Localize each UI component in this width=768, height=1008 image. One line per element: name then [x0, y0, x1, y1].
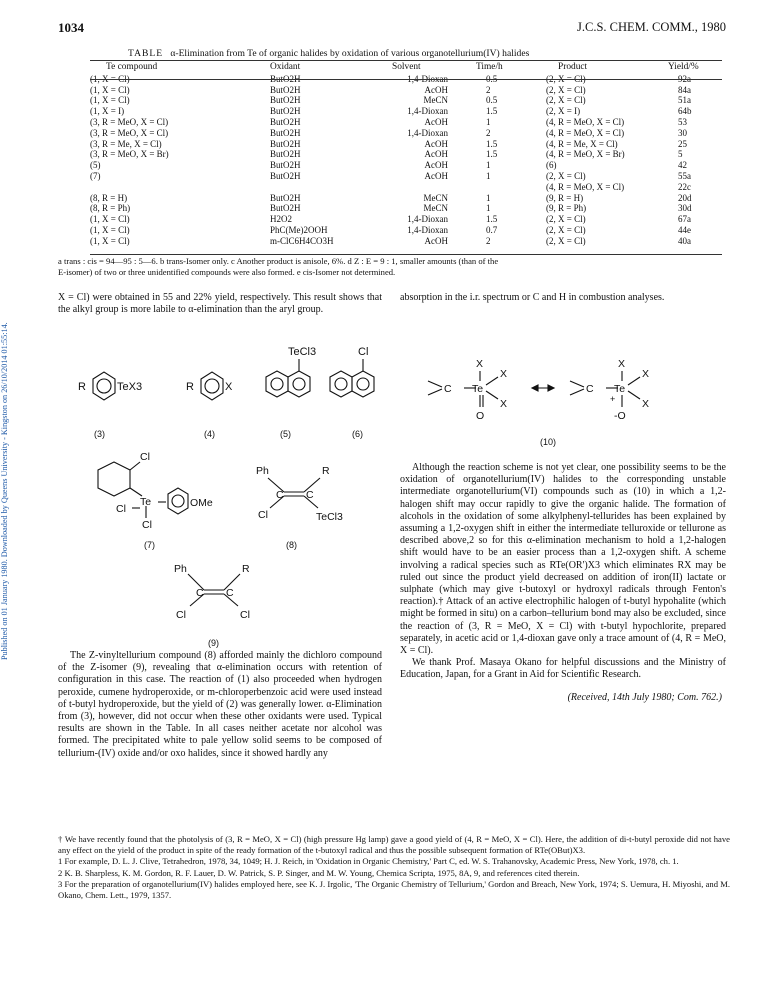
- table-cell: 1,4-Dioxan: [407, 127, 448, 138]
- table-cell: 53: [678, 116, 687, 127]
- table-cell: ButO2H: [270, 116, 301, 127]
- atom-X: X: [225, 381, 233, 393]
- table-cell: ButO2H: [270, 95, 301, 106]
- table-cell: (1, X = Cl): [90, 95, 130, 106]
- atom-Te: Te: [472, 383, 484, 395]
- table-cell: m-ClC6H4CO3H: [270, 235, 334, 246]
- label-compound-6: (6): [352, 429, 363, 439]
- table-cell: 1: [486, 192, 491, 203]
- atom-Ph: Ph: [174, 563, 187, 575]
- atom-TeCl3: TeCl3: [316, 511, 343, 523]
- table-cell: (8, R = H): [90, 192, 128, 203]
- table-cell: MeCN: [423, 192, 448, 203]
- table-cell: 1,4-Dioxan: [407, 106, 448, 117]
- atom-X: X: [476, 358, 484, 370]
- table-cell: PhC(Me)2OOH: [270, 224, 328, 235]
- table-cell: [360, 182, 476, 193]
- table-cell: (7): [90, 170, 101, 181]
- atom-X: X: [500, 368, 508, 380]
- table-footnote-line-2: E-isomer) of two or three unidentified compounds were also formed. e cis-Isomer not determined.: [58, 267, 396, 277]
- atom-Cl: Cl: [358, 346, 369, 358]
- table-caption-text: α-Elimination from Te of organic halides by oxidation of various organotellurium(IV) halides: [170, 48, 530, 59]
- label-compound-4: (4): [204, 429, 215, 439]
- table-cell: (1, X = Cl): [90, 235, 130, 246]
- table-cell: ButO2H: [270, 106, 301, 117]
- table-cell: (2, X = Cl): [546, 170, 586, 181]
- table-cell: AcOH: [424, 160, 448, 171]
- table-cell: MeCN: [423, 203, 448, 214]
- left-column-body: [58, 650, 382, 760]
- table-cell: 1.5: [486, 138, 498, 149]
- col-header-solvent: Solvent: [392, 62, 421, 72]
- table-cell: 1: [486, 203, 491, 214]
- table-cell: 30: [678, 127, 687, 138]
- table-cell: (4, R = MeO, X = Cl): [546, 181, 625, 192]
- table-row: [90, 193, 722, 204]
- table-row: [90, 182, 722, 193]
- table-cell: 1.5: [486, 214, 498, 225]
- table-cell: 5: [678, 149, 683, 160]
- atom-OMe: OMe: [190, 497, 213, 509]
- table-cell: ButO2H: [270, 127, 301, 138]
- table-caption: [128, 48, 529, 59]
- reference-1: 1 For example, D. L. J. Clive, Tetrahedron, 1978, 34, 1049; H. J. Reich, in 'Oxidation in Organic Chemistry,' Part C, ed. W. S. Trahanovsky, Academic Press, New York, 1978, ch. 1.: [58, 856, 679, 867]
- structure-10: [420, 335, 710, 455]
- left-para-2: The Z-vinyltellurium compound (8) afforded mainly the dichloro compound of the Z-isomer (9), revealing that α-elimination occurs with retention of configuration in this case. The reaction of (1) also proceeded when hydrogen peroxide, cumene hydroperoxide, or m-chloroperbenzoic acid were used instead of t-butyl hydroperoxide, but the yield of (2) was generally lower. α-Elimination from (3), however, did not occur when these other oxidants were used. Typical results are shown in the Table. In all cases neither acetate nor alcohol was formed. The precipitated white to pale yellow solid seems to be composed of tellurium-(IV) oxide and/or oxo halides, since it showed hardly any: [58, 650, 382, 759]
- table-cell: 84a: [678, 84, 691, 95]
- col-header-product: Product: [558, 62, 588, 72]
- table-cell: 20d: [678, 192, 692, 203]
- table-cell: 2: [486, 84, 491, 95]
- table-cell: [90, 182, 242, 193]
- label-compound-5: (5): [280, 429, 291, 439]
- table-row: [90, 139, 722, 150]
- footnote-dagger: † We have recently found that the photolysis of (3, R = MeO, X = Cl) (high pressure Hg lamp) gave a good yield of (4, R = MeO, X = Cl). Here, the addition of di-t-butyl peroxide did not have any effect on the yield of the product in spite of the ready formation of the t-butoxyl radical and thus the possible subsequent formation of RTe(OBut)X3.: [58, 834, 730, 855]
- table-cell: 2: [486, 127, 491, 138]
- table-row: [90, 236, 722, 247]
- table-cell: 1,4-Dioxan: [407, 73, 448, 84]
- right-para-3: We thank Prof. Masaya Okano for helpful discussions and the Ministry of Education, Japan, for a Grant in Aid for Scientific Research.: [400, 657, 726, 681]
- atom-Cl: Cl: [240, 609, 250, 621]
- atom-TeX3: TeX3: [117, 381, 143, 393]
- reference-3: 3 For the preparation of organotellurium(IV) halides employed here, see K. J. Irgolic, 'The Organic Chemistry of Tellurium,' Gordon and Breach, New York, 1974; S. Uemura, H. Miyoshi, and M. Okano, Chem. Lett., 1979, 1357.: [58, 879, 730, 900]
- table-cell: (2, X = Cl): [546, 214, 586, 225]
- table-cell: AcOH: [424, 149, 448, 160]
- atom-C: C: [586, 383, 594, 395]
- table-cell: (1, X = Cl): [90, 84, 130, 95]
- table-cell: (8, R = Ph): [90, 203, 131, 214]
- table-cell: 0.5: [486, 73, 498, 84]
- table-row: [90, 225, 722, 236]
- table-row: [90, 117, 722, 128]
- atom-minus-O: -O: [614, 410, 626, 422]
- table-cell: AcOH: [424, 170, 448, 181]
- atom-C: C: [306, 489, 314, 501]
- atom-X: X: [642, 398, 650, 410]
- table-row: [90, 203, 722, 214]
- table-footnotes: [58, 256, 728, 278]
- atom-Cl: Cl: [176, 609, 186, 621]
- table-row: [90, 171, 722, 182]
- atom-R: R: [322, 465, 330, 477]
- table-cell: 1: [486, 170, 491, 181]
- table-cell: (2, X = Cl): [546, 95, 586, 106]
- atom-Cl: Cl: [116, 503, 126, 515]
- label-compound-3: (3): [94, 429, 105, 439]
- table-cell: (3, R = MeO, X = Cl): [90, 116, 169, 127]
- label-compound-9: (9): [208, 638, 219, 648]
- table-rule-header: [90, 79, 722, 80]
- table-cell: [476, 182, 528, 193]
- table-cell: 1.5: [486, 149, 498, 160]
- table-row: [90, 106, 722, 117]
- col-header-time: Time/h: [476, 62, 503, 72]
- table-cell: (1, X = I): [90, 106, 125, 117]
- page-footnotes: [58, 834, 730, 902]
- reference-2: 2 K. B. Sharpless, K. M. Gordon, R. F. Lauer, D. W. Patrick, S. P. Singer, and M. W. Young, Chemica Scripta, 1975, 8A, 9, and references cited therein.: [58, 867, 580, 878]
- table-cell: ButO2H: [270, 84, 301, 95]
- table-caption-label: TABLE: [128, 48, 164, 59]
- atom-Te: Te: [614, 383, 626, 395]
- col-header-te-compound: Te compound: [106, 62, 158, 72]
- atom-Cl: Cl: [140, 451, 150, 463]
- left-para-1: X = Cl) were obtained in 55 and 22% yield, respectively. This result shows that the alkyl group is more labile to α-elimination than the aryl group.: [58, 292, 382, 316]
- table-cell: (1, X = Cl): [90, 224, 130, 235]
- table-cell: (3, R = MeO, X = Cl): [90, 127, 169, 138]
- col-header-oxidant: Oxidant: [270, 62, 301, 72]
- table-cell: 1,4-Dioxan: [407, 214, 448, 225]
- table-cell: 30d: [678, 203, 692, 214]
- table-cell: (9, R = H): [546, 192, 584, 203]
- table-cell: (2, X = Cl): [546, 235, 586, 246]
- page-number: 1034: [58, 20, 84, 35]
- table-cell: 55a: [678, 170, 691, 181]
- table-cell: AcOH: [424, 84, 448, 95]
- results-table: [90, 62, 722, 247]
- table-cell: (2, X = I): [546, 106, 581, 117]
- table-cell: 44e: [678, 224, 691, 235]
- table-cell: [242, 182, 360, 193]
- atom-C: C: [276, 489, 284, 501]
- table-cell: ButO2H: [270, 203, 301, 214]
- structure-9: [160, 560, 300, 652]
- table-cell: (3, R = MeO, X = Br): [90, 149, 169, 160]
- table-cell: 92a: [678, 73, 691, 84]
- right-column-body: [400, 462, 726, 704]
- table-cell: ButO2H: [270, 170, 301, 181]
- table-rule-top: [90, 60, 722, 61]
- right-para-1: absorption in the i.r. spectrum or C and H in combustion analyses.: [400, 292, 665, 303]
- table-cell: AcOH: [424, 138, 448, 149]
- journal-header: J.C.S. CHEM. COMM., 1980: [577, 20, 726, 34]
- atom-O: O: [476, 410, 485, 422]
- table-cell: ButO2H: [270, 192, 301, 203]
- table-cell: ButO2H: [270, 160, 301, 171]
- table-cell: (1, X = Cl): [90, 214, 130, 225]
- charge-plus: +: [610, 394, 616, 404]
- table-cell: (4, R = MeO, X = Cl): [546, 127, 625, 138]
- table-cell: 1: [486, 160, 491, 171]
- download-watermark-text: Published on 01 January 1980. Downloaded by Queens University - Kingston on 26/10/2014 01:55:14.: [0, 322, 9, 660]
- left-column-intro: [58, 292, 382, 316]
- table-cell: ButO2H: [270, 149, 301, 160]
- atom-X: X: [618, 358, 626, 370]
- table-cell: 1: [486, 116, 491, 127]
- table-cell: 40a: [678, 235, 691, 246]
- table-cell: ButO2H: [270, 73, 301, 84]
- right-column-intro: [400, 292, 726, 304]
- table-cell: 64b: [678, 106, 692, 117]
- atom-C: C: [226, 587, 234, 599]
- atom-C: C: [196, 587, 204, 599]
- table-cell: AcOH: [424, 116, 448, 127]
- right-para-2: Although the reaction scheme is not yet clear, one possibility seems to be the oxidation of organotellurium(IV) halides to the corresponding unstable intermediate organotellurium(VI) compounds such as (10) in which a 1,2-halogen shift may occur rapidly to give the organic halide. The formation of alcohols in the oxidation of some alkylphenyl-tellurides has been explained by assuming a 1,2-oxygen shift in either the intermediate telluroxide or tellurone as described above,2 so for this α-elimination mechanism to hold a 1,2-halogen shift would have to be an easier process than a 1,2-oxygen shift. A scheme involving a radical species such as RTe(OR')X3 which eliminates RX may be ruled out since the product yield decreased on addition of iron(II) lactate or sulphate (which may give t-butoxyl or hydroxyl radicals through Fenton's reaction).† Attack of an active electrophilic halogen of t-butyl hypohalite (which might be formed in situ) on a carbon–tellurium bond may also be excluded, since the reaction of (3, R = MeO, X = Cl) with t-butyl hypochlorite, prepared separately, in acetic acid or 1,4-dioxan gave only a trace amount of (4, R = MeO, X = Cl).: [400, 462, 726, 657]
- table-cell: (5): [90, 160, 101, 171]
- table-cell: 2: [486, 235, 491, 246]
- atom-R: R: [78, 381, 86, 393]
- table-row: [90, 160, 722, 171]
- table-cell: 1,4-Dioxan: [407, 224, 448, 235]
- table-row: [90, 95, 722, 106]
- atom-C: C: [444, 383, 452, 395]
- table-row: [90, 214, 722, 225]
- table-cell: (9, R = Ph): [546, 203, 587, 214]
- table-rule-bottom: [90, 254, 722, 255]
- table-footnote-line-1: a trans : cis = 94—95 : 5—6. b trans-Isomer only. c Another product is anisole, 6%. d Z : E = 9 : 1, smaller amounts (than of the: [58, 256, 499, 266]
- table-cell: 67a: [678, 214, 691, 225]
- table-cell: (4, R = MeO, X = Br): [546, 149, 625, 160]
- atom-Cl: Cl: [258, 509, 268, 521]
- table-cell: (4, R = MeO, X = Cl): [546, 116, 625, 127]
- table-cell: (1, X = Cl): [90, 73, 130, 84]
- table-cell: 0.7: [486, 224, 498, 235]
- table-cell: (2, X = Cl): [546, 84, 586, 95]
- label-compound-10: (10): [540, 437, 557, 447]
- atom-R: R: [186, 381, 194, 393]
- table-cell: (2, X = Cl): [546, 73, 586, 84]
- table-cell: 22c: [678, 181, 691, 192]
- table-cell: AcOH: [424, 235, 448, 246]
- table-cell: (2, X = Cl): [546, 224, 586, 235]
- atom-Cl: Cl: [142, 519, 152, 531]
- atom-Ph: Ph: [256, 465, 269, 477]
- label-compound-7: (7): [144, 540, 155, 550]
- table-header-row: [90, 62, 722, 74]
- atom-Te: Te: [140, 496, 152, 508]
- table-cell: (6): [546, 160, 557, 171]
- table-cell: (3, R = Me, X = Cl): [90, 138, 162, 149]
- table-row: [90, 85, 722, 96]
- table-cell: 25: [678, 138, 687, 149]
- atom-TeCl3: TeCl3: [288, 346, 317, 358]
- table-cell: 42: [678, 160, 687, 171]
- table-cell: MeCN: [423, 95, 448, 106]
- table-cell: H2O2: [270, 214, 292, 225]
- col-header-yield: Yield/%: [668, 62, 699, 72]
- atom-X: X: [642, 368, 650, 380]
- table-cell: (4, R = Me, X = Cl): [546, 138, 618, 149]
- table-cell: 51a: [678, 95, 691, 106]
- structures-row-2: [58, 448, 388, 568]
- atom-R: R: [242, 563, 250, 575]
- table-row: [90, 128, 722, 139]
- table-cell: ButO2H: [270, 138, 301, 149]
- atom-X: X: [500, 398, 508, 410]
- table-row: [90, 149, 722, 160]
- label-compound-8: (8): [286, 540, 297, 550]
- structures-row-1: [58, 335, 388, 445]
- received-date: (Received, 14th July 1980; Com. 762.): [567, 691, 722, 703]
- table-cell: 1.5: [486, 106, 498, 117]
- table-cell: 0.5: [486, 95, 498, 106]
